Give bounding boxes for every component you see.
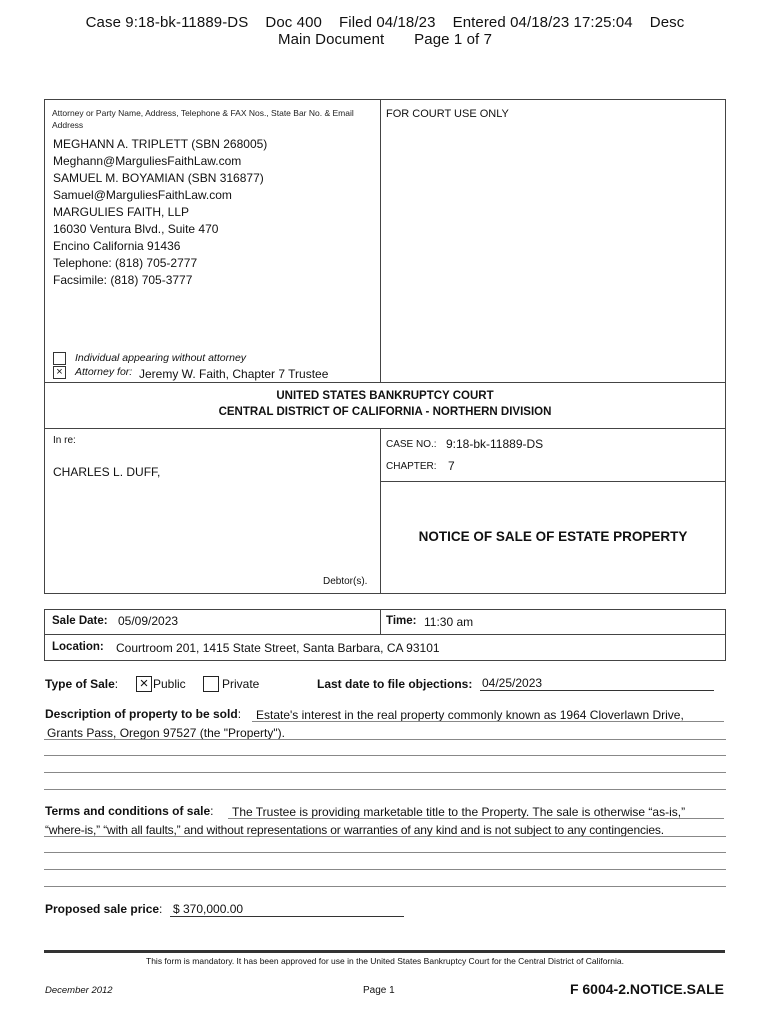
chapter-label: CHAPTER: — [386, 461, 437, 472]
attorney-line: 16030 Ventura Blvd., Suite 470 — [53, 222, 219, 236]
court-use-label: FOR COURT USE ONLY — [386, 108, 509, 120]
attorney-for-value: Jeremy W. Faith, Chapter 7 Trustee — [139, 367, 329, 381]
without-attorney-label: Individual appearing without attorney — [75, 352, 247, 364]
notice-title: NOTICE OF SALE OF ESTATE PROPERTY — [418, 529, 688, 544]
chapter-value: 7 — [448, 459, 455, 473]
court-name-line1: UNITED STATES BANKRUPTCY COURT — [276, 390, 494, 402]
description-underline1 — [252, 721, 724, 722]
sale-location-value: Courtroom 201, 1415 State Street, Santa Barbara, CA 93101 — [116, 641, 440, 655]
attorney-line: MEGHANN A. TRIPLETT (SBN 268005) — [53, 137, 268, 151]
attorney-line: Telephone: (818) 705-2777 — [53, 256, 198, 270]
attorney-block-lines — [53, 136, 267, 289]
attorney-line: Facsimile: (818) 705-3777 — [53, 273, 193, 287]
case-header-line2: Main Document Page 1 of 7 — [277, 31, 493, 48]
footer-mandatory-text: This form is mandatory. It has been approved for use in the United States Bankruptcy Court for the Central District of California. — [146, 956, 624, 966]
terms-underline3 — [44, 852, 726, 853]
terms-line2: “where-is,” “with all faults,” and without representations or warranties of any kind and is not subject to any contingencies. — [45, 823, 664, 837]
case-no-value: 9:18-bk-11889-DS — [446, 437, 544, 451]
attorney-line: Samuel@MarguliesFaithLaw.com — [53, 188, 232, 202]
footer-date: December 2012 — [45, 985, 113, 996]
objection-label: Last date to file objections: — [317, 677, 473, 691]
private-label: Private — [222, 677, 260, 691]
terms-line1: The Trustee is providing marketable title to the Property. The sale is otherwise “as-is,” — [232, 805, 686, 819]
without-attorney-checkbox[interactable] — [53, 352, 66, 365]
in-re-label: In re: — [53, 435, 76, 446]
price-label-text: Proposed sale price — [45, 902, 160, 916]
footer-page: Page 1 — [363, 985, 395, 996]
price-underline — [170, 916, 404, 917]
description-label: Description of property to be sold: — [45, 707, 242, 721]
private-checkbox[interactable] — [203, 676, 219, 692]
price-value: $ 370,000.00 — [173, 902, 244, 916]
objection-value: 04/25/2023 — [482, 676, 543, 690]
terms-underline2 — [44, 836, 726, 837]
description-line2: Grants Pass, Oregon 97527 (the "Property"). — [47, 726, 285, 740]
description-label-text: Description of property to be sold — [45, 707, 238, 721]
court-top-line — [44, 382, 726, 383]
case-header-line1: Case 9:18-bk-11889-DS Doc 400 Filed 04/18/23 Entered 04/18/23 17:25:04 Desc — [85, 14, 685, 31]
caption-vertical-divider — [380, 99, 381, 382]
description-underline5 — [44, 789, 726, 790]
attorney-block-label: Attorney or Party Name, Address, Telephone & FAX Nos., State Bar No. & Email Address — [52, 108, 354, 130]
type-of-sale-label — [45, 677, 118, 691]
court-name-line2: CENTRAL DISTRICT OF CALIFORNIA - NORTHERN DIVISION — [218, 406, 552, 418]
sale-date-label: Sale Date: — [52, 615, 108, 627]
public-label: Public — [153, 677, 186, 691]
objection-underline — [480, 690, 714, 691]
terms-label: Terms and conditions of sale: — [45, 804, 214, 818]
description-underline3 — [44, 755, 726, 756]
sale-date-value: 05/09/2023 — [118, 614, 179, 628]
case-no-label: CASE NO.: — [386, 439, 437, 450]
description-underline4 — [44, 772, 726, 773]
debtor-name: CHARLES L. DUFF, — [53, 465, 161, 479]
description-line1: Estate's interest in the real property commonly known as 1964 Cloverlawn Drive, — [256, 708, 684, 722]
sale-time-divider — [380, 609, 381, 634]
type-of-sale-text: Type of Sale — [45, 677, 115, 691]
attorney-line: MARGULIES FAITH, LLP — [53, 205, 190, 219]
terms-underline4 — [44, 869, 726, 870]
attorney-for-label: Attorney for: — [75, 366, 133, 378]
footer-rule — [44, 950, 725, 953]
court-bottom-line — [44, 428, 726, 429]
sale-time-value: 11:30 am — [424, 615, 474, 629]
terms-underline5 — [44, 886, 726, 887]
attorney-line: SAMUEL M. BOYAMIAN (SBN 316877) — [53, 171, 264, 185]
footer-form-id: F 6004-2.NOTICE.SALE — [569, 981, 724, 997]
public-checkbox[interactable]: × — [136, 676, 152, 692]
attorney-for-checkbox[interactable]: × — [53, 366, 66, 379]
terms-underline1 — [228, 818, 724, 819]
sale-time-label: Time: — [386, 615, 417, 627]
attorney-line: Meghann@MarguliesFaithLaw.com — [53, 154, 242, 168]
terms-label-text: Terms and conditions of sale — [45, 804, 211, 818]
attorney-line: Encino California 91436 — [53, 239, 181, 253]
price-label: Proposed sale price: — [45, 902, 163, 916]
type-of-sale-colon: : — [114, 677, 119, 691]
case-vertical-divider — [380, 428, 381, 594]
description-underline2 — [44, 739, 726, 740]
sale-location-label: Location: — [52, 641, 104, 653]
chapter-bottom-line — [380, 481, 726, 482]
sale-info-divider — [44, 634, 726, 635]
debtors-label: Debtor(s). — [323, 576, 368, 587]
